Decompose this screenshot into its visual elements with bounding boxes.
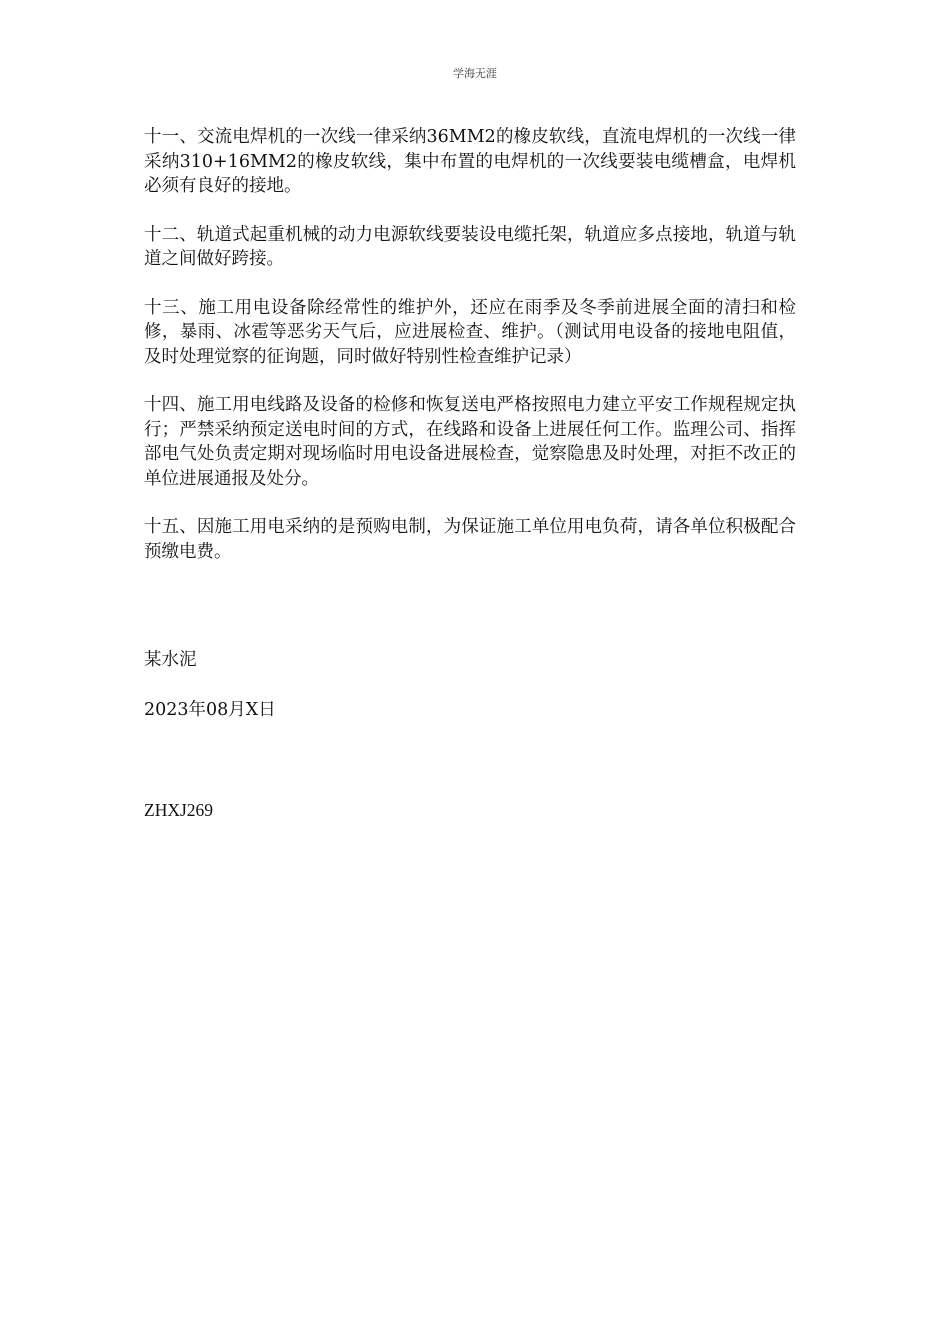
document-body xyxy=(144,125,796,588)
paragraph-13: 十三、施工用电设备除经常性的维护外，还应在雨季及冬季前进展全面的清扫和检修，暴雨、冰雹等恶劣天气后，应进展检查、维护。（测试用电设备的接地电阻值，及时处理觉察的征询题，同时做好特别性检查维护记录） xyxy=(144,297,796,367)
paragraph-12: 十二、轨道式起重机械的动力电源软线要装设电缆托架，轨道应多点接地，轨道与轨道之间做好跨接。 xyxy=(144,224,796,269)
page-header: 学海无涯 xyxy=(453,67,497,80)
document-code: ZHXJ269 xyxy=(144,800,214,820)
signature-date: 2023年08月X日 xyxy=(144,700,276,720)
paragraph-11: 十一、交流电焊机的一次线一律采纳36MM2的橡皮软线，直流电焊机的一次线一律采纳310+16MM2的橡皮软线，集中布置的电焊机的一次线要装电缆槽盒，电焊机必须有良好的接地。 xyxy=(144,127,796,196)
paragraph-15: 十五、因施工用电采纳的是预购电制，为保证施工单位用电负荷，请各单位积极配合预缴电费。 xyxy=(144,517,796,562)
paragraph-14: 十四、施工用电线路及设备的检修和恢复送电严格按照电力建立平安工作规程规定执行；严禁采纳预定送电时间的方式，在线路和设备上进展任何工作。监理公司、指挥部电气处负责定期对现场临时用电设备进展检查，觉察隐患及时处理，对拒不改正的单位进展通报及处分。 xyxy=(144,395,796,489)
signature-organization: 某水泥 xyxy=(144,650,197,670)
